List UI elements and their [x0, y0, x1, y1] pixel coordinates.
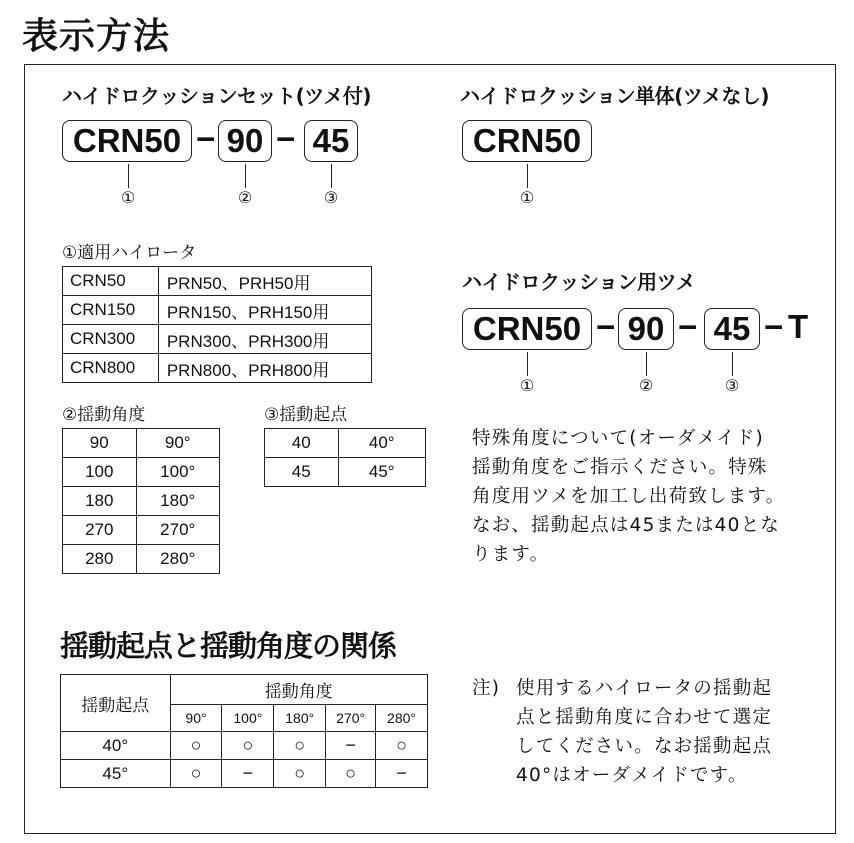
swing-title: ②揺動角度	[62, 405, 146, 425]
table-row	[265, 429, 426, 458]
unit-code: CRN50	[462, 120, 592, 162]
set-leader-2	[245, 164, 246, 188]
page-title: 表示方法	[22, 16, 171, 57]
set-marker-1: ①	[120, 188, 136, 207]
code-cell: 270	[63, 516, 137, 545]
claw-dash-3: −	[764, 308, 784, 345]
claw-code-start: 45	[704, 308, 760, 350]
special-note	[472, 424, 785, 569]
special-note-line: ります。	[472, 544, 550, 565]
applicable-title: ①適用ハイロータ	[62, 243, 197, 263]
applicable-table	[62, 266, 372, 383]
table-row	[63, 516, 220, 545]
degree-cell: 40°	[338, 429, 425, 458]
unit-title: ハイドロクッション単体(ツメなし)	[460, 84, 769, 108]
caution-line: 使用するハイロータの揺動起	[516, 678, 773, 699]
angle-header-cell: 180°	[274, 705, 326, 732]
degree-cell: 270°	[136, 516, 219, 545]
compatibility-mark: ○	[170, 760, 222, 788]
caution-note	[516, 674, 772, 790]
special-note-line: なお、揺動起点は45または40とな	[472, 515, 780, 536]
table-row	[63, 296, 372, 325]
table-row	[63, 354, 372, 383]
start-title: ③揺動起点	[264, 405, 348, 425]
applicable-cell: PRN300、PRH300用	[158, 325, 371, 354]
start-point-cell: 40°	[61, 732, 171, 760]
code-cell: 90	[63, 429, 137, 458]
set-marker-3: ③	[323, 188, 339, 207]
compatibility-mark: ○	[274, 760, 326, 788]
relation-title: 揺動起点と揺動角度の関係	[60, 629, 397, 663]
unit-leader	[527, 164, 528, 188]
claw-dash-1: −	[596, 308, 616, 345]
set-dash-1: −	[196, 120, 216, 157]
model-cell: CRN150	[63, 296, 159, 325]
unit-marker: ①	[519, 188, 535, 207]
applicable-cell: PRN50、PRH50用	[158, 267, 371, 296]
special-note-line: 特殊角度について(オーダメイド)	[472, 428, 764, 449]
compatibility-mark: ○	[170, 732, 222, 760]
compatibility-mark: −	[222, 760, 274, 788]
caution-line: してください。なお揺動起点	[516, 736, 773, 757]
table-row	[63, 429, 220, 458]
table-row	[63, 487, 220, 516]
table-row	[265, 458, 426, 487]
relation-header-start: 揺動起点	[61, 675, 171, 732]
table-row	[61, 732, 428, 760]
table-row	[63, 325, 372, 354]
set-dash-2: −	[276, 120, 296, 157]
set-code-crn: CRN50	[62, 120, 192, 162]
table-row	[63, 267, 372, 296]
claw-leader-2	[646, 352, 647, 376]
claw-code-crn: CRN50	[462, 308, 592, 350]
degree-cell: 180°	[136, 487, 219, 516]
start-point-cell: 45°	[61, 760, 171, 788]
special-note-line: 揺動角度をご指示ください。特殊	[472, 457, 768, 478]
code-cell: 180	[63, 487, 137, 516]
set-title: ハイドロクッションセット(ツメ付)	[62, 84, 371, 108]
caution-line: 点と揺動角度に合わせて選定	[516, 707, 773, 728]
claw-code-angle: 90	[618, 308, 674, 350]
caution-line: 40°はオーダメイドです。	[516, 765, 748, 786]
compatibility-mark: −	[376, 760, 428, 788]
compatibility-mark: ○	[326, 760, 376, 788]
angle-header-cell: 270°	[326, 705, 376, 732]
applicable-cell: PRN150、PRH150用	[158, 296, 371, 325]
set-code-start: 45	[304, 120, 358, 162]
relation-header-angle: 揺動角度	[170, 675, 427, 705]
claw-marker-1: ①	[519, 376, 535, 395]
swing-table	[62, 428, 220, 574]
code-cell: 45	[265, 458, 339, 487]
compatibility-mark: ○	[376, 732, 428, 760]
degree-cell: 45°	[338, 458, 425, 487]
degree-cell: 90°	[136, 429, 219, 458]
set-code-angle: 90	[218, 120, 272, 162]
set-leader-3	[331, 164, 332, 188]
claw-marker-2: ②	[638, 376, 654, 395]
angle-header-cell: 100°	[222, 705, 274, 732]
claw-leader-3	[732, 352, 733, 376]
model-cell: CRN50	[63, 267, 159, 296]
claw-marker-3: ③	[724, 376, 740, 395]
relation-table	[60, 674, 428, 788]
special-note-line: 角度用ツメを加工し出荷致します。	[472, 486, 786, 507]
degree-cell: 280°	[136, 545, 219, 574]
claw-dash-2: −	[678, 308, 698, 345]
code-cell: 100	[63, 458, 137, 487]
table-row	[61, 760, 428, 788]
claw-leader-1	[527, 352, 528, 376]
degree-cell: 100°	[136, 458, 219, 487]
caution-label: 注)	[472, 678, 501, 699]
compatibility-mark: ○	[222, 732, 274, 760]
code-cell: 280	[63, 545, 137, 574]
model-cell: CRN800	[63, 354, 159, 383]
set-leader-1	[128, 164, 129, 188]
angle-header-cell: 90°	[170, 705, 222, 732]
set-marker-2: ②	[237, 188, 253, 207]
applicable-cell: PRN800、PRH800用	[158, 354, 371, 383]
compatibility-mark: −	[326, 732, 376, 760]
claw-title: ハイドロクッション用ツメ	[462, 270, 696, 294]
compatibility-mark: ○	[274, 732, 326, 760]
start-table	[264, 428, 426, 487]
table-row	[63, 458, 220, 487]
claw-suffix: T	[788, 308, 809, 345]
angle-header-cell: 280°	[376, 705, 428, 732]
model-cell: CRN300	[63, 325, 159, 354]
code-cell: 40	[265, 429, 339, 458]
table-row	[63, 545, 220, 574]
